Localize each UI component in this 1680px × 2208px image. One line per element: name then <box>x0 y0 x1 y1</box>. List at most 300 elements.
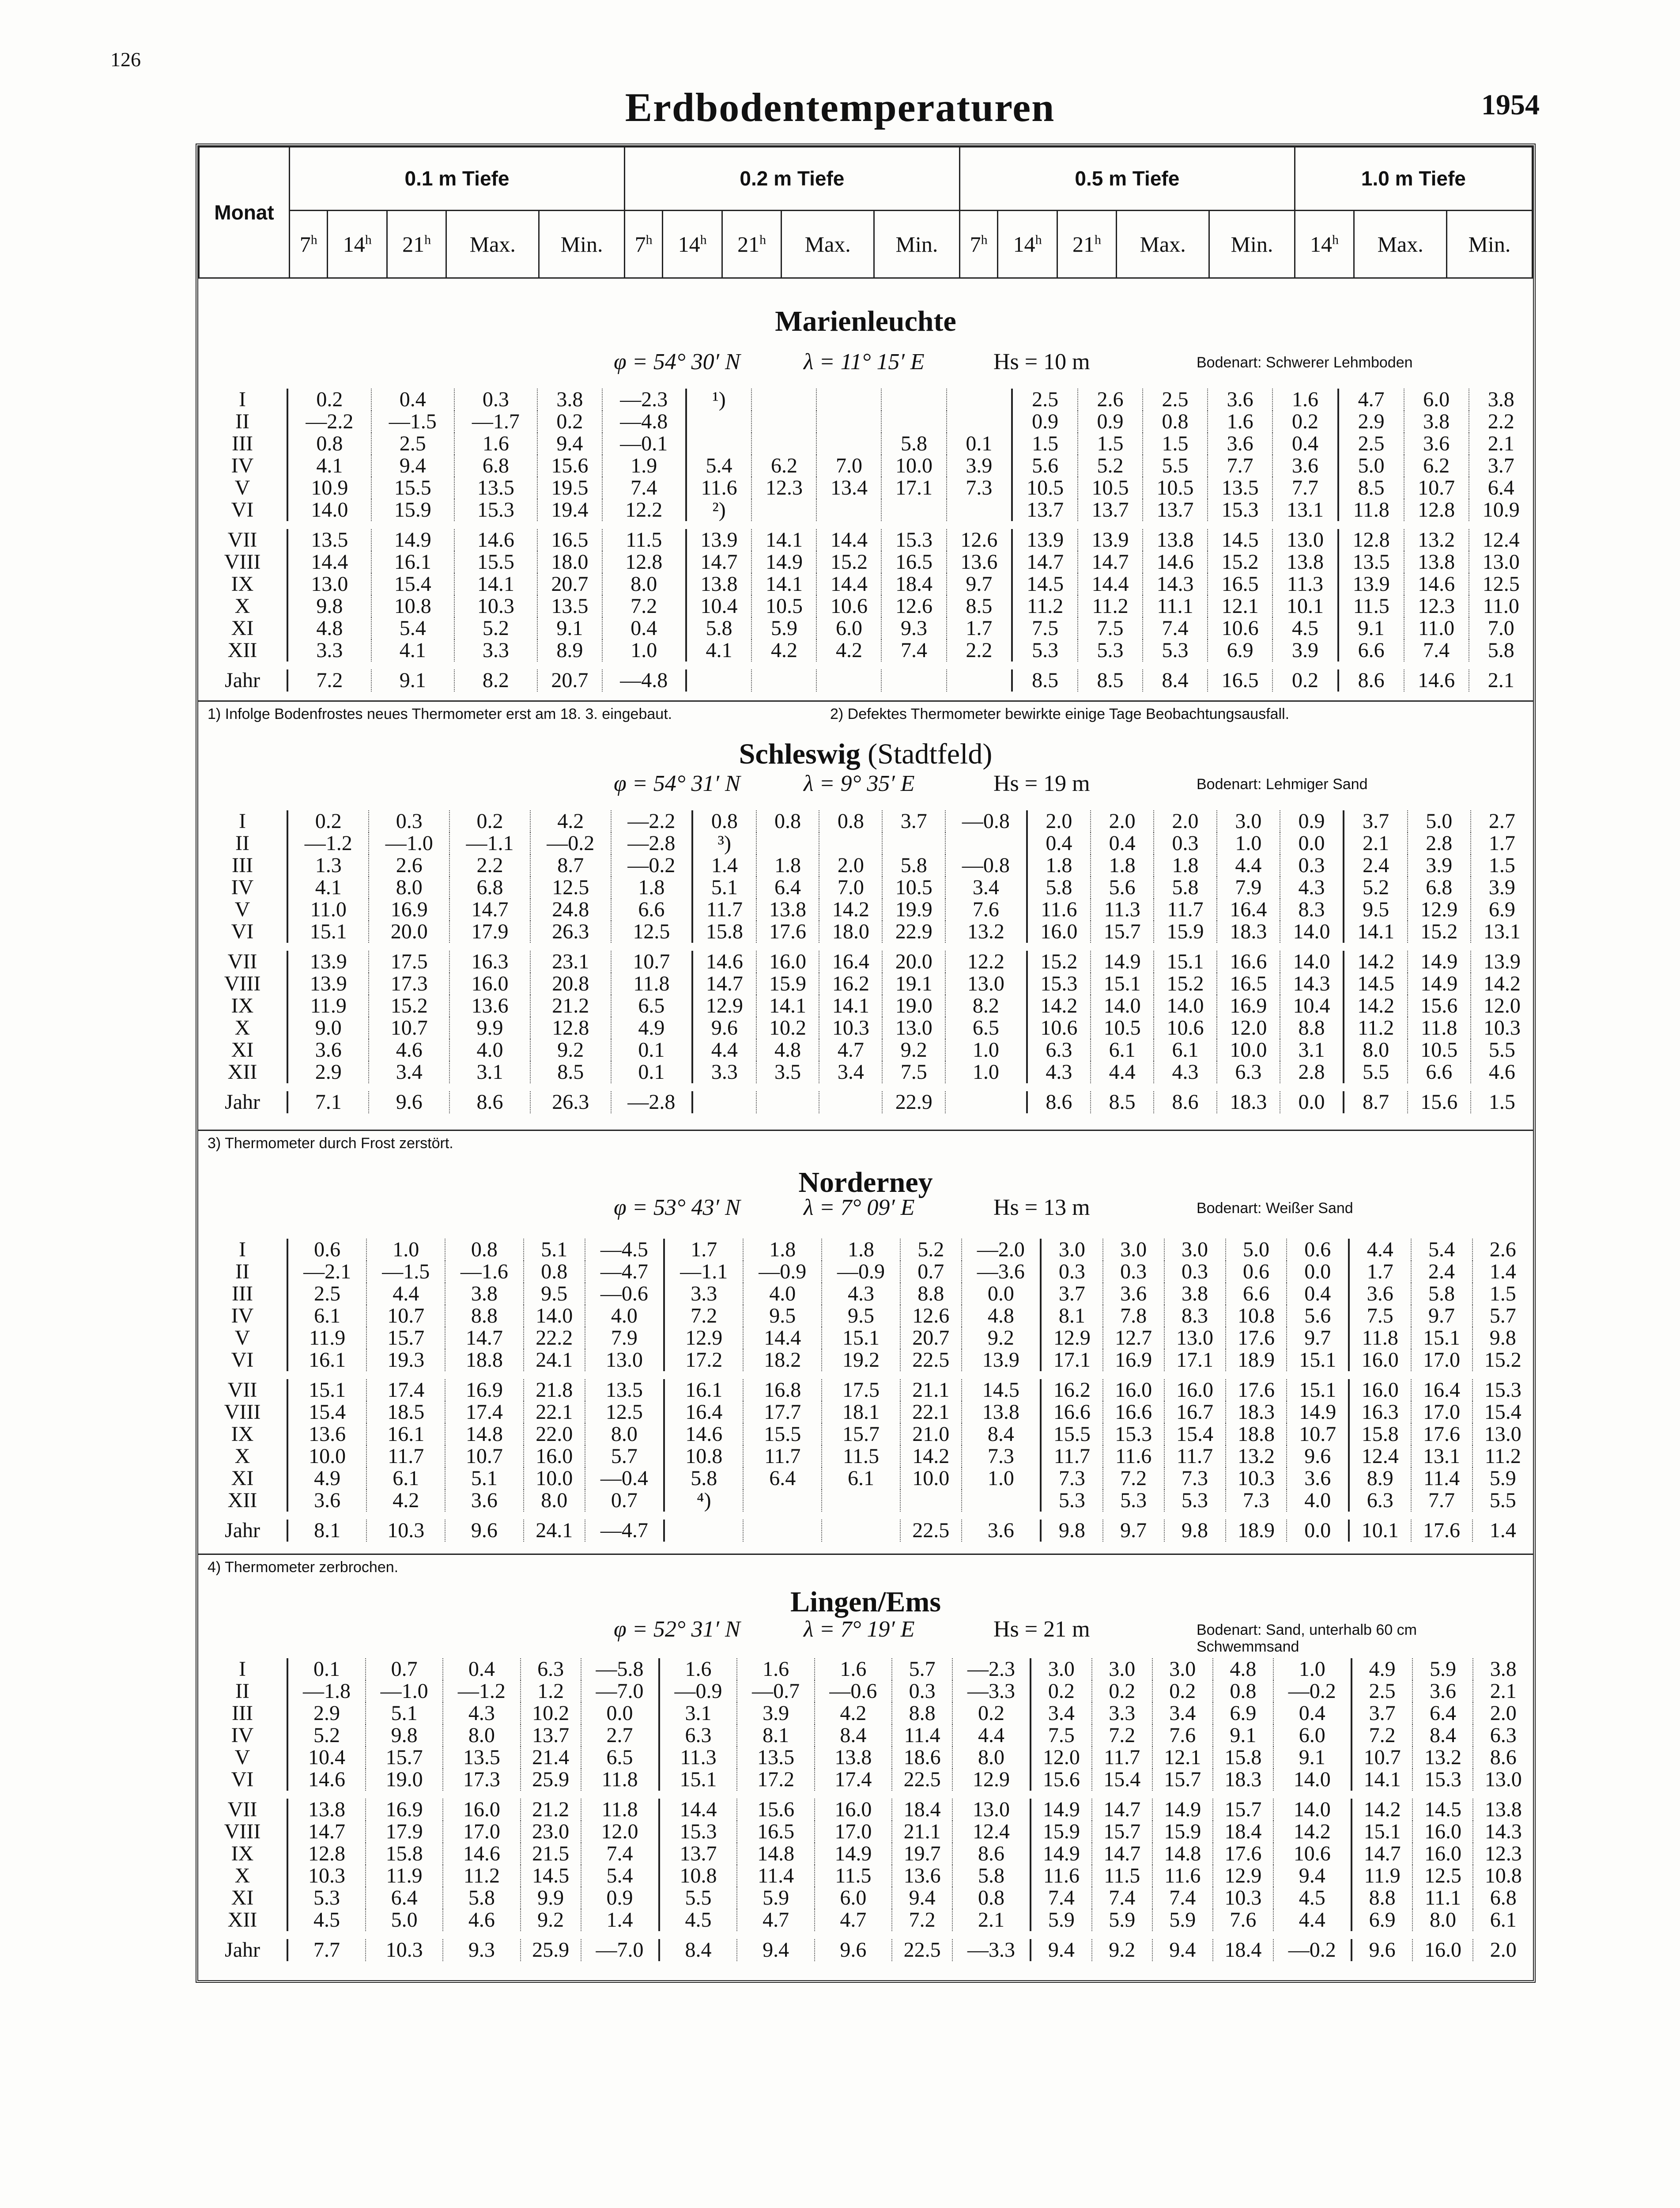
table-cell: 9.7 <box>1103 1520 1164 1542</box>
page-title: Erdbodentemperaturen <box>625 85 1055 130</box>
table-cell: 17.7 <box>743 1401 822 1423</box>
table-cell: 0.3 <box>454 389 537 411</box>
table-cell: 22.5 <box>892 1769 952 1791</box>
table-cell: 16.7 <box>1164 1401 1226 1423</box>
table-cell: 9.5 <box>743 1305 822 1327</box>
table-cell: 15.3 <box>1412 1769 1473 1791</box>
table-cell: 7.0 <box>816 455 881 477</box>
table-cell: 20.7 <box>537 669 602 692</box>
table-cell: 4.2 <box>816 639 881 662</box>
table-cell <box>816 389 881 411</box>
table-cell: 10.0 <box>524 1467 585 1490</box>
table-cell: 16.0 <box>1103 1379 1164 1401</box>
table-cell: 10.8 <box>1226 1305 1287 1327</box>
table-cell: 3.8 <box>445 1283 524 1305</box>
table-cell: 18.0 <box>819 921 882 943</box>
table-cell: 7.4 <box>581 1843 659 1865</box>
table-cell: 1.8 <box>756 854 819 877</box>
table-cell: 1.5 <box>1012 433 1078 455</box>
table-cell: —0.9 <box>743 1261 822 1283</box>
table-cell: 14.6 <box>287 1769 366 1791</box>
table-cell: 14.3 <box>1473 1821 1533 1843</box>
table-cell: 15.1 <box>1287 1349 1349 1371</box>
table-row <box>198 1039 1533 1061</box>
table-cell: 14.2 <box>1344 951 1408 973</box>
table-cell: 14.9 <box>1408 973 1471 995</box>
month-label: VI <box>198 921 287 943</box>
table-cell: 8.4 <box>1143 669 1208 692</box>
table-cell: 9.9 <box>521 1887 581 1909</box>
table-cell: 7.3 <box>1041 1467 1103 1490</box>
table-row <box>198 1327 1533 1349</box>
table-cell: —1.5 <box>366 1261 445 1283</box>
table-cell: 5.4 <box>686 455 752 477</box>
table-cell: 0.1 <box>287 1658 366 1680</box>
table-cell: 6.2 <box>1404 455 1469 477</box>
table-cell: 4.5 <box>1273 1887 1352 1909</box>
table-cell: 6.1 <box>822 1467 900 1490</box>
table-cell: 11.1 <box>1412 1887 1473 1909</box>
table-row <box>198 1261 1533 1283</box>
table-cell <box>756 1091 819 1113</box>
table-cell: 14.5 <box>1208 529 1272 551</box>
table-cell: 5.2 <box>454 617 537 639</box>
table-cell: 11.5 <box>602 529 686 551</box>
table-cell: 6.9 <box>1213 1702 1273 1724</box>
table-cell: 11.9 <box>1352 1865 1413 1887</box>
station-soil: Bodenart: Lehmiger Sand <box>1197 776 1368 793</box>
table-row <box>198 1680 1533 1702</box>
table-cell: 14.9 <box>1091 951 1154 973</box>
table-cell: 5.3 <box>287 1887 366 1909</box>
table-cell: ²) <box>686 499 752 521</box>
table-cell: 9.8 <box>1041 1520 1103 1542</box>
table-cell: 17.0 <box>443 1821 520 1843</box>
table-cell: 6.4 <box>756 877 819 899</box>
month-label: X <box>198 1445 287 1467</box>
table-cell: 4.4 <box>1217 854 1280 877</box>
table-row <box>198 1423 1533 1445</box>
table-cell: 13.9 <box>686 529 752 551</box>
table-cell: 5.7 <box>1472 1305 1533 1327</box>
table-cell: 15.3 <box>1472 1379 1533 1401</box>
table-cell: 15.1 <box>1411 1327 1472 1349</box>
table-cell: —1.2 <box>287 832 369 854</box>
month-label: III <box>198 854 287 877</box>
table-cell: 12.1 <box>1152 1747 1213 1769</box>
table-cell: 6.1 <box>287 1305 366 1327</box>
table-row <box>198 1467 1533 1490</box>
table-cell: 6.3 <box>1473 1724 1533 1747</box>
table-cell <box>751 499 816 521</box>
table-cell: 14.3 <box>1143 573 1208 595</box>
month-label: Jahr <box>198 669 287 692</box>
table-cell: 5.0 <box>1226 1239 1287 1261</box>
table-cell: 5.5 <box>1471 1039 1533 1061</box>
table-cell: 1.5 <box>1471 854 1533 877</box>
table-row <box>198 951 1533 973</box>
table-cell: 5.8 <box>664 1467 743 1490</box>
table-cell: 17.6 <box>1411 1520 1472 1542</box>
table-cell: 12.6 <box>900 1305 962 1327</box>
table-cell: 16.4 <box>1217 899 1280 921</box>
month-label: VII <box>198 529 287 551</box>
table-cell: 9.2 <box>530 1039 611 1061</box>
table-cell: 6.9 <box>1352 1909 1413 1931</box>
table-cell: 0.3 <box>1280 854 1344 877</box>
station-soil: Bodenart: Schwerer Lehmboden <box>1197 354 1413 371</box>
table-cell: 5.8 <box>1154 877 1217 899</box>
table-cell: 2.1 <box>1469 669 1533 692</box>
table-cell: 10.0 <box>1217 1039 1280 1061</box>
table-cell: 16.0 <box>1027 921 1091 943</box>
table-row <box>198 921 1533 943</box>
table-cell: 9.1 <box>371 669 454 692</box>
table-cell: ¹) <box>686 389 752 411</box>
table-cell: 8.5 <box>1078 669 1143 692</box>
table-cell: 7.6 <box>1213 1909 1273 1931</box>
table-cell: 7.1 <box>287 1091 369 1113</box>
table-cell <box>881 499 946 521</box>
table-cell: 15.6 <box>1408 995 1471 1017</box>
table-cell: 10.5 <box>1091 1017 1154 1039</box>
table-cell: 0.2 <box>1092 1680 1152 1702</box>
month-label: I <box>198 1239 287 1261</box>
table-cell: 5.2 <box>900 1239 962 1261</box>
table-cell: 21.4 <box>521 1747 581 1769</box>
table-cell: 5.8 <box>882 854 945 877</box>
table-cell: 4.0 <box>449 1039 530 1061</box>
table-cell: 2.7 <box>1471 810 1533 832</box>
station-soil: Bodenart: Weißer Sand <box>1197 1200 1353 1217</box>
table-cell <box>751 411 816 433</box>
month-label: VII <box>198 1799 287 1821</box>
table-cell: 1.7 <box>1471 832 1533 854</box>
table-cell: 19.0 <box>366 1769 443 1791</box>
table-cell: 1.0 <box>945 1039 1027 1061</box>
table-cell: 13.1 <box>1411 1445 1472 1467</box>
table-cell: 11.0 <box>287 899 369 921</box>
table-row <box>198 1747 1533 1769</box>
table-cell: 14.0 <box>1273 1799 1352 1821</box>
table-cell: —2.2 <box>611 810 692 832</box>
month-label: IV <box>198 877 287 899</box>
month-label: IV <box>198 455 287 477</box>
table-cell: 11.5 <box>822 1445 900 1467</box>
table-row <box>198 810 1533 832</box>
table-cell: 12.9 <box>664 1327 743 1349</box>
table-cell: 4.7 <box>1338 389 1404 411</box>
table-cell: 4.9 <box>1352 1658 1413 1680</box>
table-cell: 0.3 <box>1041 1261 1103 1283</box>
table-cell: 0.9 <box>1012 411 1078 433</box>
table-cell: —1.2 <box>443 1680 520 1702</box>
table-cell: 6.0 <box>816 617 881 639</box>
table-row <box>198 1799 1533 1821</box>
table-cell: 7.5 <box>1012 617 1078 639</box>
table-cell: 14.6 <box>1404 669 1469 692</box>
table-cell: 22.0 <box>524 1423 585 1445</box>
header-col: Max. <box>1354 210 1447 278</box>
table-cell: 11.7 <box>1092 1747 1152 1769</box>
table-cell: 11.7 <box>692 899 756 921</box>
table-cell: 13.7 <box>659 1843 737 1865</box>
station-name-text: Schleswig <box>739 738 861 770</box>
table-cell: 18.4 <box>1213 1821 1273 1843</box>
table-row <box>198 1239 1533 1261</box>
station-lambda: λ = 7° 09′ E <box>804 1195 915 1220</box>
table-cell: 11.2 <box>443 1865 520 1887</box>
table-cell: 2.5 <box>1143 389 1208 411</box>
table-cell: —4.8 <box>602 669 686 692</box>
table-cell: 3.8 <box>1469 389 1533 411</box>
table-cell: 4.4 <box>1273 1909 1352 1931</box>
table-cell: 3.6 <box>445 1490 524 1512</box>
table-row <box>198 1520 1533 1542</box>
month-label: IV <box>198 1724 287 1747</box>
table-cell: 7.2 <box>1103 1467 1164 1490</box>
table-cell: 2.0 <box>819 854 882 877</box>
table-cell: 15.2 <box>1208 551 1272 573</box>
table-row <box>198 669 1533 692</box>
table-cell: 1.0 <box>1217 832 1280 854</box>
table-cell: 26.3 <box>530 921 611 943</box>
table-cell: 13.5 <box>454 477 537 499</box>
table-cell <box>947 389 1012 411</box>
table-cell: 12.5 <box>1469 573 1533 595</box>
table-cell: 10.3 <box>1226 1467 1287 1490</box>
table-cell: 3.3 <box>1092 1702 1152 1724</box>
table-cell: 14.8 <box>1152 1843 1213 1865</box>
table-cell: 9.4 <box>737 1939 814 1961</box>
table-cell: 11.9 <box>287 995 369 1017</box>
table-cell: 17.1 <box>881 477 946 499</box>
table-cell: 0.2 <box>287 389 371 411</box>
table-cell: 10.4 <box>1280 995 1344 1017</box>
table-cell: 5.1 <box>524 1239 585 1261</box>
table-cell: 15.5 <box>454 551 537 573</box>
month-label: XII <box>198 1490 287 1512</box>
table-cell: 19.5 <box>537 477 602 499</box>
table-cell: 14.9 <box>815 1843 892 1865</box>
table-cell: 5.8 <box>686 617 752 639</box>
table-cell: 3.4 <box>369 1061 449 1083</box>
table-cell: 8.5 <box>530 1061 611 1083</box>
table-cell: 0.2 <box>537 411 602 433</box>
table-cell: 6.3 <box>1217 1061 1280 1083</box>
table-cell: 16.2 <box>1041 1379 1103 1401</box>
table-cell: 8.8 <box>900 1283 962 1305</box>
header-col: 21$^h$ <box>722 210 781 278</box>
table-cell: 15.5 <box>371 477 454 499</box>
table-cell: 4.4 <box>1091 1061 1154 1083</box>
station-phi: φ = 52° 31′ N <box>614 1617 740 1642</box>
table-cell: 5.8 <box>881 433 946 455</box>
table-cell: 15.1 <box>1154 951 1217 973</box>
table-cell: 4.2 <box>815 1702 892 1724</box>
table-cell: 6.6 <box>1408 1061 1471 1083</box>
table-cell: 2.5 <box>1352 1680 1413 1702</box>
table-cell: 6.3 <box>1027 1039 1091 1061</box>
table-cell: 1.6 <box>815 1658 892 1680</box>
month-label: III <box>198 433 287 455</box>
table-cell: 6.0 <box>815 1887 892 1909</box>
table-cell: 9.6 <box>1287 1445 1349 1467</box>
header-col: 21$^h$ <box>387 210 446 278</box>
table-cell: 15.7 <box>1091 921 1154 943</box>
table-cell: 15.3 <box>1103 1423 1164 1445</box>
table-cell: 15.3 <box>1208 499 1272 521</box>
table-cell: 9.7 <box>947 573 1012 595</box>
month-label: IX <box>198 995 287 1017</box>
month-label: Jahr <box>198 1091 287 1113</box>
table-cell: 4.1 <box>287 455 371 477</box>
table-cell: 14.6 <box>692 951 756 973</box>
table-cell: 11.5 <box>1338 595 1404 617</box>
header-col: Max. <box>781 210 874 278</box>
month-label: V <box>198 1327 287 1349</box>
table-cell <box>945 1091 1027 1113</box>
table-cell: 8.7 <box>1344 1091 1408 1113</box>
table-cell: 24.8 <box>530 899 611 921</box>
table-row <box>198 1724 1533 1747</box>
table-cell: 14.8 <box>445 1423 524 1445</box>
table-cell: 9.6 <box>369 1091 449 1113</box>
table-cell: 0.4 <box>1287 1283 1349 1305</box>
table-cell: 5.3 <box>1143 639 1208 662</box>
table-cell: 15.3 <box>1027 973 1091 995</box>
header-monat: Monat <box>199 147 290 278</box>
table-cell: 3.6 <box>962 1520 1041 1542</box>
table-cell: 1.4 <box>581 1909 659 1931</box>
table-cell: 11.6 <box>1027 899 1091 921</box>
table-cell <box>816 433 881 455</box>
table-row <box>198 899 1533 921</box>
table-cell: 9.1 <box>1273 1747 1352 1769</box>
table-cell: 22.5 <box>900 1520 962 1542</box>
table-cell: 13.5 <box>443 1747 520 1769</box>
table-cell: 19.1 <box>882 973 945 995</box>
table-cell: 5.9 <box>751 617 816 639</box>
table-cell: 4.1 <box>287 877 369 899</box>
table-cell: 15.1 <box>1287 1379 1349 1401</box>
table-cell: 15.1 <box>1352 1821 1413 1843</box>
table-row <box>198 1061 1533 1083</box>
table-cell: 10.9 <box>287 477 371 499</box>
table-cell: 6.1 <box>366 1467 445 1490</box>
table-cell: 10.6 <box>1273 1843 1352 1865</box>
table-cell: —2.1 <box>287 1261 366 1283</box>
table-cell: 2.1 <box>1473 1680 1533 1702</box>
table-cell: —1.0 <box>369 832 449 854</box>
table-cell: 13.9 <box>287 951 369 973</box>
station-table <box>198 389 1533 692</box>
table-row <box>198 1401 1533 1423</box>
table-cell: 6.0 <box>1273 1724 1352 1747</box>
table-cell: 8.0 <box>952 1747 1031 1769</box>
table-cell: 15.7 <box>366 1747 443 1769</box>
table-cell: 11.7 <box>1164 1445 1226 1467</box>
table-cell: 3.6 <box>1208 389 1272 411</box>
table-cell: 16.5 <box>537 529 602 551</box>
table-cell: 0.1 <box>611 1039 692 1061</box>
table-cell: 18.9 <box>1226 1349 1287 1371</box>
table-cell: 6.4 <box>1412 1702 1473 1724</box>
table-cell <box>881 411 946 433</box>
header-col: 7$^h$ <box>959 210 997 278</box>
station-hs: Hs = 19 m <box>993 771 1090 796</box>
table-cell: 13.6 <box>892 1865 952 1887</box>
table-cell: 3.1 <box>1280 1039 1344 1061</box>
table-cell: 14.1 <box>1344 921 1408 943</box>
table-cell <box>822 1490 900 1512</box>
table-cell: 6.5 <box>611 995 692 1017</box>
table-cell: —1.7 <box>454 411 537 433</box>
table-cell: —0.9 <box>659 1680 737 1702</box>
table-cell: 10.5 <box>1143 477 1208 499</box>
table-cell: 17.3 <box>369 973 449 995</box>
table-cell: 20.7 <box>900 1327 962 1349</box>
table-cell: 9.8 <box>366 1724 443 1747</box>
table-cell: 4.2 <box>366 1490 445 1512</box>
month-label: V <box>198 1747 287 1769</box>
station-name <box>198 305 1533 338</box>
table-row <box>198 389 1533 411</box>
table-cell: 2.9 <box>1338 411 1404 433</box>
table-cell: 16.6 <box>1103 1401 1164 1423</box>
table-cell: 5.6 <box>1287 1305 1349 1327</box>
table-cell: 17.1 <box>1041 1349 1103 1371</box>
month-label: XI <box>198 1039 287 1061</box>
table-cell: ³) <box>692 832 756 854</box>
table-cell: 5.0 <box>366 1909 443 1931</box>
table-cell: 12.9 <box>1408 899 1471 921</box>
table-cell: 1.5 <box>1078 433 1143 455</box>
table-cell: 0.8 <box>445 1239 524 1261</box>
table-cell: 10.3 <box>1471 1017 1533 1039</box>
table-cell: 4.5 <box>1272 617 1338 639</box>
table-cell: 14.9 <box>371 529 454 551</box>
table-cell: 1.7 <box>1349 1261 1411 1283</box>
table-cell: 1.0 <box>1273 1658 1352 1680</box>
table-cell: 14.4 <box>816 573 881 595</box>
table-cell: 5.1 <box>692 877 756 899</box>
table-cell: 12.2 <box>945 951 1027 973</box>
table-cell: 13.5 <box>287 529 371 551</box>
table-cell: 6.4 <box>366 1887 443 1909</box>
table-cell: 15.4 <box>1092 1769 1152 1791</box>
table-cell: 7.4 <box>1031 1887 1092 1909</box>
table-cell: 7.7 <box>1208 455 1272 477</box>
table-cell: —0.8 <box>945 810 1027 832</box>
table-cell: 4.7 <box>737 1909 814 1931</box>
table-cell: —2.0 <box>962 1239 1041 1261</box>
table-cell: 0.8 <box>819 810 882 832</box>
table-cell: —1.0 <box>366 1680 443 1702</box>
table-cell: —1.8 <box>287 1680 366 1702</box>
table-cell: 10.5 <box>1012 477 1078 499</box>
table-cell: 8.8 <box>1280 1017 1344 1039</box>
month-label: VII <box>198 1379 287 1401</box>
table-cell: 4.4 <box>692 1039 756 1061</box>
station-name-text: Marienleuchte <box>775 305 956 337</box>
table-cell: 9.1 <box>1338 617 1404 639</box>
table-cell: 5.2 <box>1078 455 1143 477</box>
table-cell: 8.9 <box>1349 1467 1411 1490</box>
table-cell: 16.4 <box>1411 1379 1472 1401</box>
table-cell: 3.6 <box>1287 1467 1349 1490</box>
table-cell: 12.8 <box>1404 499 1469 521</box>
